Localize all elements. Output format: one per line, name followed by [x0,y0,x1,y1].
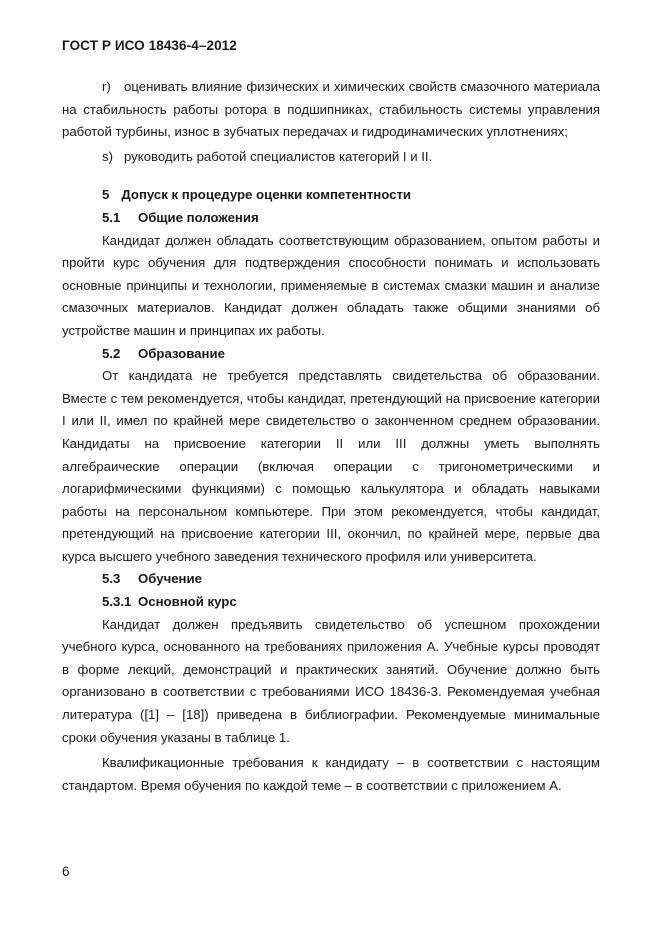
list-item-text: руководить работой специалистов категорий I и II. [124,148,433,164]
section-number: 5.1 [102,209,121,225]
list-marker: s) [102,148,113,164]
section-5-3-1-text-1: Кандидат должен предъявить свидетельство об успешном прохождении учебного курса, основанного на требованиях приложения А. Учебные курсы проводят в форме лекций, демонстраций и практических занятий. Обучение должно быть организовано в соответствии с требованиями ИСО 18436-3. Рекомендуемая учебная литература ([1] – [18]) приведена в библиографии. Рекомендуемые минимальные сроки обучения указаны в таблице 1. [62,616,600,745]
list-item-s [62,146,600,169]
section-number: 5.2 [102,345,121,361]
page-number: 6 [62,864,70,879]
section-number: 5.3.1 [102,594,132,610]
section-5-3-1-heading [62,591,600,614]
section-title: Допуск к процедуре оценки компетентности [121,187,412,203]
section-5-2-heading [62,343,600,366]
section-5-heading [62,184,600,207]
list-item-text: оценивать влияние физических и химических свойств смазочного материала на стабильность работы ротора в подшипниках, стабильность системы управления работой турбины, износ в зубчатых передачах и гидродинамических уплотнениях; [62,79,600,140]
section-number: 5.3 [102,571,121,587]
section-title: Основной курс [138,594,237,610]
section-number: 5 [102,187,110,203]
document-body [62,76,600,797]
spacer [62,168,600,184]
document-header: ГОСТ Р ИСО 18436-4–2012 [62,38,237,53]
section-title: Образование [138,345,225,361]
section-5-3-heading [62,568,600,591]
section-5-2-text: От кандидата не требуется представлять свидетельства об образовании. Вместе с тем рекомендуется, чтобы кандидат, претендующий на присвоение категории I или II, имел по крайней мере свидетельство о законченном среднем образовании. Кандидаты на присвоение категории II или III должны уметь выполнять алгебраические операции (включая операции с тригонометрическими и логарифмическими функциями) с помощью калькулятора и обладать навыками работы на персональном компьютере. При этом рекомендуется, чтобы кандидат, претендующий на присвоение категории III, окончил, по крайней мере, первые два курса высшего учебного заведения технического профиля или университета. [62,368,600,564]
list-item-r [62,76,600,144]
section-5-1-heading [62,207,600,230]
section-5-3-1-text-2: Квалификационные требования к кандидату – в соответствии с настоящим стандартом. Время обучения по каждой теме – в соответствии с приложением А. [62,755,600,793]
list-marker: r) [102,79,111,94]
section-title: Обучение [138,571,202,587]
section-title: Общие положения [138,209,259,225]
section-5-1-text: Кандидат должен обладать соответствующим образованием, опытом работы и пройти курс обучения для подтверждения способности понимать и использовать основные принципы и технологии, применяемые в системах смазки машин и анализе смазочных материалов. Кандидат должен обладать также общими знаниями об устройстве машин и принципах их работы. [62,232,600,338]
